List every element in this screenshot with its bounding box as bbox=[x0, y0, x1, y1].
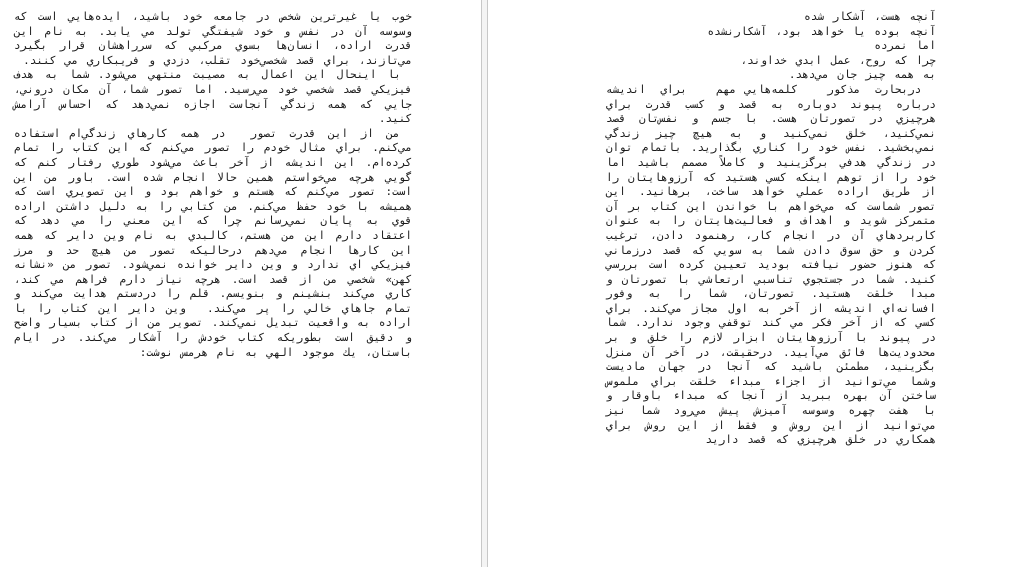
paragraph: من از اين قدرت تصور در همه كارهاي زندگي‌ام استفاده مي‌كنم. براي مثال خودم را تصور مي‌كنم كه اين كتاب را تمام كرده‌ام. اين انديشه از آخر باعث مي‌شود طوري رفتار كنم كه گويي هرچه مي‌خواستم همين حالا انجام شده است. باور من اين است: تصور مي‌كنم كه هستم و خواهم بود و اين تصويري است كه هميشه با خود حفظ مي‌كنم. من كتابي را به دليل داشتن اراده قوي به پايان نمي‌رسانم چرا كه اين معني را مي دهد كه اعتقاد دارم اين من هستم، كالبدي به نام وين داير كه همه اين كارها انجام مي‌دهم درحاليكه تصور من هيچ حد و مرز فيزيكي اي ندارد و وين داير خوانده نمي‌شود. تصور من «نشانه كهن» شخصي من از قصد است. هرچه نياز دارم فراهم مي كند، كاري مي‌كند بنشينم و بنويسم. قلم را دردستم هدايت مي‌كند و تمام جاهاي خالي را پر مي‌كند. وين داير اين كتاب را با اراده به واقعيت تبديل نمي‌كند. تصوير من از كتاب بسيار واضح و دقيق است بطوريكه كتاب خودش را آشكار مي‌كند. در ايام باستان، يك موجود الهي به نام هرمس نوشت: bbox=[5, 126, 413, 359]
paragraph: با اينحال اين اعمال به مصيبت منتهي مي‌شود. شما به هدف فيزيكي قصد شخصي خود مي‌رسيد. اما تصور شما، آن مكان دروني، جايي كه همه زندگي آنجاست اجازه نمي‌دهد كه احساس آرامش كنيد. bbox=[5, 68, 412, 126]
right-page-body bbox=[597, 10, 937, 448]
poem-line: چرا كه روح، عمل ابدي خداوند، bbox=[740, 53, 936, 67]
left-page bbox=[0, 0, 480, 567]
poem-line: آنچه هست، آشكار شده bbox=[804, 10, 936, 23]
book-gutter bbox=[481, 0, 488, 567]
left-page-body bbox=[5, 10, 413, 360]
paragraph: دربحارت مذكور كلمه‌هايي مهم براي انديشه درباره پيوند دوباره به قصد و كسب قدرت براي هرچيزي در تصورتان هست. با جسم و نفس‌تان قصد نمي‌كنيد، خلق نمي‌كنيد و به هيچ چيز زندگي نمي‌بخشيد. نفس خود را كناري بگذاريد. باتمام توان در زندگي هدفي برگزينيد و كاملاً مصمم باشيد اما خود را از توهم اينكه كسي هستيد كه آرزوهايتان را از طريق اراده عملي خواهد ساخت، برهانيد. اين تصور شماست كه مي‌خواهم با خواندن اين كتاب بر آن متمركز شويد و اهداف و فعاليت‌هايتان را به عنوان كاربردهاي آن در انجام كار، رهنمود دادن، ترغيب كردن و حق سوق دادن شما به سويي كه قصد درزماني كه هنوز حضور نيافته بوديد تعيين كرده است بررسي كنيد. شما در جستجوي تناسبي ارتعاشي با تصورتان و مبدا خلقت هستيد. تصورتان، شما را به وفور افسانه‌اي انديشه از آخر به اول مجاز مي‌كند. براي كسي كه از آخر فكر مي كند توقفي وجود ندارد. شما در پيوند با آرزوهايتان ابزار لازم را خلق و بر محدوديت‌ها فائق مي‌آييد. درحقيقت، در آخر آن منزل بگزينيد، مطمئن باشيد كه آنجا در جهان ماديست وشما مي‌توانيد از اجزاء مبداء خلقت براي ملموس ساختن آن بهره ببريد از آنجا كه مبداء باوقار و با هفت چهره وسوسه آميزش پيش مي‌رود شما نيز مي‌توانيد از اين روش و فقط از اين روش براي همكاري در خلق هرچيزي كه قصد داريد bbox=[597, 82, 937, 447]
poem-line: آنچه بوده يا خواهد بود، آشكارنشده bbox=[707, 24, 936, 38]
right-page bbox=[488, 0, 1014, 567]
poem-line: به همه چيز جان مي‌دهد. bbox=[788, 68, 936, 82]
paragraph: خوب يا غيرترين شخص در جامعه خود باشيد، ايده‌هايي است كه وسوسه آن در نفس و خود شيفتگي تولد مي يابد. به نام اين قدرت اراده، انسان‌ها بسوي مركبي كه سرراهشان قرار بگيرد مي‌تازند، براي قصد شخصي‌خود تقلب، دزدي و فريبكاري مي كنند. bbox=[5, 10, 412, 67]
poem-line: اما نمرده bbox=[874, 39, 936, 53]
poem-quote bbox=[606, 10, 936, 83]
